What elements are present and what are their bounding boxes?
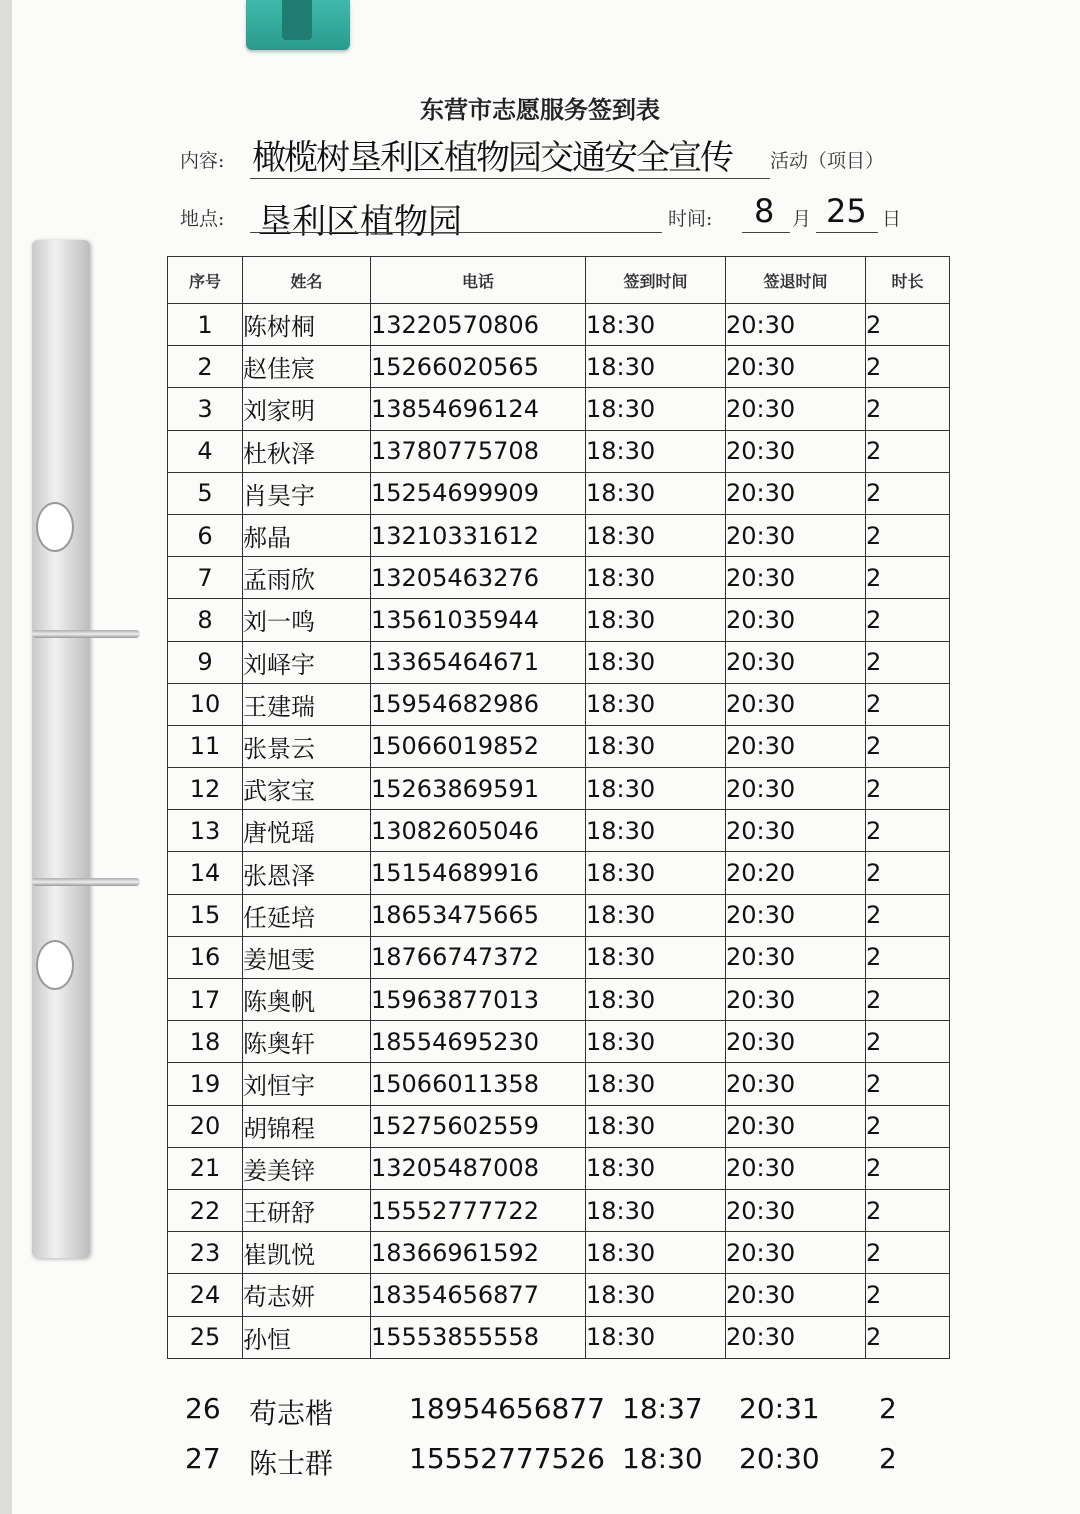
row-index: 8 xyxy=(168,599,243,641)
row-sign-out: 20:30 xyxy=(726,936,866,978)
row-name: 任延培 xyxy=(243,894,371,936)
row-phone: 15552777722 xyxy=(371,1189,586,1231)
row-duration: 2 xyxy=(866,346,950,388)
row-index: 9 xyxy=(168,641,243,683)
row-sign-out: 20:30 xyxy=(726,1021,866,1063)
row-sign-out: 20:30 xyxy=(726,557,866,599)
table-row xyxy=(168,683,950,725)
document-title: 东营市志愿服务签到表 xyxy=(420,95,660,124)
backdrop xyxy=(0,0,12,1514)
row-name: 崔凯悦 xyxy=(243,1232,371,1274)
row-name: 张恩泽 xyxy=(243,852,371,894)
row-sign-out: 20:30 xyxy=(726,514,866,556)
row-phone: 15553855558 xyxy=(371,1316,586,1358)
extra-row-out: 20:30 xyxy=(739,1442,820,1475)
row-sign-out: 20:30 xyxy=(726,894,866,936)
table-row xyxy=(168,852,950,894)
row-index: 19 xyxy=(168,1063,243,1105)
extra-row xyxy=(167,1386,949,1430)
table-row xyxy=(168,472,950,514)
row-duration: 2 xyxy=(866,472,950,514)
row-sign-in: 18:30 xyxy=(586,1316,726,1358)
row-phone: 13561035944 xyxy=(371,599,586,641)
table-row xyxy=(168,430,950,472)
row-phone: 13220570806 xyxy=(371,304,586,346)
row-duration: 2 xyxy=(866,936,950,978)
table-row xyxy=(168,641,950,683)
row-index: 18 xyxy=(168,1021,243,1063)
row-sign-in: 18:30 xyxy=(586,725,726,767)
column-header-name: 姓名 xyxy=(243,257,371,304)
row-name: 陈奥帆 xyxy=(243,979,371,1021)
row-sign-in: 18:30 xyxy=(586,346,726,388)
table-row xyxy=(168,304,950,346)
content-value: 橄榄树垦利区植物园交通安全宣传 xyxy=(252,138,732,178)
location-underline xyxy=(250,232,662,233)
row-sign-in: 18:30 xyxy=(586,894,726,936)
row-duration: 2 xyxy=(866,1316,950,1358)
column-header-duration: 时长 xyxy=(866,257,950,304)
row-phone: 15154689916 xyxy=(371,852,586,894)
extra-row-in: 18:30 xyxy=(622,1442,703,1475)
row-index: 6 xyxy=(168,514,243,556)
month-label: 月 xyxy=(792,208,812,230)
row-name: 姜美锌 xyxy=(243,1147,371,1189)
row-duration: 2 xyxy=(866,979,950,1021)
column-header-sign-in: 签到时间 xyxy=(586,257,726,304)
row-phone: 18366961592 xyxy=(371,1232,586,1274)
row-index: 12 xyxy=(168,768,243,810)
row-sign-in: 18:30 xyxy=(586,304,726,346)
row-name: 杜秋泽 xyxy=(243,430,371,472)
row-phone: 15066019852 xyxy=(371,725,586,767)
row-sign-in: 18:30 xyxy=(586,1063,726,1105)
month-underline xyxy=(742,232,790,233)
row-phone: 13365464671 xyxy=(371,641,586,683)
row-duration: 2 xyxy=(866,1232,950,1274)
table-row xyxy=(168,1063,950,1105)
row-duration: 2 xyxy=(866,388,950,430)
row-sign-out: 20:30 xyxy=(726,304,866,346)
clip-slot xyxy=(282,0,312,40)
binder-hole-icon xyxy=(36,502,74,552)
row-duration: 2 xyxy=(866,557,950,599)
extra-row-name: 苟志楷 xyxy=(249,1397,334,1430)
table-row xyxy=(168,388,950,430)
row-sign-out: 20:30 xyxy=(726,1316,866,1358)
row-duration: 2 xyxy=(866,1105,950,1147)
row-sign-in: 18:30 xyxy=(586,472,726,514)
row-sign-in: 18:30 xyxy=(586,641,726,683)
row-sign-in: 18:30 xyxy=(586,514,726,556)
row-sign-out: 20:30 xyxy=(726,472,866,514)
row-sign-out: 20:30 xyxy=(726,1105,866,1147)
row-sign-out: 20:30 xyxy=(726,768,866,810)
table-row xyxy=(168,1189,950,1231)
table-row xyxy=(168,1105,950,1147)
row-phone: 13082605046 xyxy=(371,810,586,852)
location-value: 垦利区植物园 xyxy=(258,202,462,242)
row-phone: 13205487008 xyxy=(371,1147,586,1189)
row-index: 21 xyxy=(168,1147,243,1189)
row-phone: 15954682986 xyxy=(371,683,586,725)
row-phone: 15263869591 xyxy=(371,768,586,810)
column-header-phone: 电话 xyxy=(371,257,586,304)
row-phone: 15963877013 xyxy=(371,979,586,1021)
extra-row-name: 陈士群 xyxy=(249,1447,334,1480)
row-index: 22 xyxy=(168,1189,243,1231)
row-index: 11 xyxy=(168,725,243,767)
row-sign-out: 20:30 xyxy=(726,599,866,641)
extra-row-in: 18:37 xyxy=(622,1392,703,1425)
row-sign-out: 20:30 xyxy=(726,725,866,767)
binder-ring-icon xyxy=(32,878,140,886)
extra-row-no: 27 xyxy=(185,1442,221,1475)
row-index: 3 xyxy=(168,388,243,430)
row-sign-out: 20:30 xyxy=(726,1232,866,1274)
row-index: 25 xyxy=(168,1316,243,1358)
day-label: 日 xyxy=(882,208,902,230)
column-header-index: 序号 xyxy=(168,257,243,304)
row-name: 刘恒宇 xyxy=(243,1063,371,1105)
row-index: 1 xyxy=(168,304,243,346)
row-sign-in: 18:30 xyxy=(586,979,726,1021)
row-index: 14 xyxy=(168,852,243,894)
extra-row-no: 26 xyxy=(185,1392,221,1425)
row-sign-out: 20:30 xyxy=(726,1274,866,1316)
row-phone: 15266020565 xyxy=(371,346,586,388)
table-row xyxy=(168,599,950,641)
table-row xyxy=(168,514,950,556)
row-sign-out: 20:30 xyxy=(726,683,866,725)
table-row xyxy=(168,557,950,599)
row-sign-in: 18:30 xyxy=(586,1274,726,1316)
row-sign-in: 18:30 xyxy=(586,852,726,894)
row-duration: 2 xyxy=(866,1189,950,1231)
row-name: 刘峄宇 xyxy=(243,641,371,683)
row-sign-out: 20:30 xyxy=(726,1063,866,1105)
row-sign-in: 18:30 xyxy=(586,936,726,978)
table-row xyxy=(168,1316,950,1358)
row-sign-in: 18:30 xyxy=(586,557,726,599)
row-sign-in: 18:30 xyxy=(586,388,726,430)
extra-row-phone: 18954656877 xyxy=(409,1392,605,1425)
row-sign-out: 20:30 xyxy=(726,346,866,388)
binder-ring-icon xyxy=(32,630,140,638)
row-name: 王研舒 xyxy=(243,1189,371,1231)
row-name: 武家宝 xyxy=(243,768,371,810)
row-index: 5 xyxy=(168,472,243,514)
row-index: 7 xyxy=(168,557,243,599)
table-row xyxy=(168,894,950,936)
row-sign-in: 18:30 xyxy=(586,1232,726,1274)
row-sign-in: 18:30 xyxy=(586,599,726,641)
row-name: 刘一鸣 xyxy=(243,599,371,641)
row-duration: 2 xyxy=(866,1274,950,1316)
binder-spine xyxy=(32,240,90,1258)
row-duration: 2 xyxy=(866,599,950,641)
row-duration: 2 xyxy=(866,810,950,852)
extra-row-phone: 15552777526 xyxy=(409,1442,605,1475)
row-index: 20 xyxy=(168,1105,243,1147)
row-duration: 2 xyxy=(866,514,950,556)
row-sign-out: 20:30 xyxy=(726,979,866,1021)
row-name: 郝晶 xyxy=(243,514,371,556)
row-duration: 2 xyxy=(866,304,950,346)
day-value: 25 xyxy=(826,192,867,230)
row-sign-in: 18:30 xyxy=(586,683,726,725)
row-duration: 2 xyxy=(866,725,950,767)
row-sign-out: 20:30 xyxy=(726,1189,866,1231)
row-name: 孟雨欣 xyxy=(243,557,371,599)
row-phone: 13210331612 xyxy=(371,514,586,556)
table-header-row xyxy=(168,257,950,304)
row-name: 姜旭雯 xyxy=(243,936,371,978)
row-sign-in: 18:30 xyxy=(586,768,726,810)
row-name: 苟志妍 xyxy=(243,1274,371,1316)
table-row xyxy=(168,936,950,978)
row-name: 唐悦瑶 xyxy=(243,810,371,852)
row-sign-out: 20:30 xyxy=(726,641,866,683)
row-phone: 13780775708 xyxy=(371,430,586,472)
row-duration: 2 xyxy=(866,1063,950,1105)
row-index: 23 xyxy=(168,1232,243,1274)
row-sign-out: 20:30 xyxy=(726,810,866,852)
row-index: 10 xyxy=(168,683,243,725)
binder-clip-icon xyxy=(246,0,350,50)
table-row xyxy=(168,725,950,767)
row-phone: 15254699909 xyxy=(371,472,586,514)
sign-in-table xyxy=(167,256,950,1359)
row-index: 17 xyxy=(168,979,243,1021)
table-row xyxy=(168,1021,950,1063)
row-sign-out: 20:30 xyxy=(726,1147,866,1189)
row-index: 4 xyxy=(168,430,243,472)
row-sign-in: 18:30 xyxy=(586,1189,726,1231)
row-index: 2 xyxy=(168,346,243,388)
day-underline xyxy=(816,232,878,233)
row-phone: 18554695230 xyxy=(371,1021,586,1063)
row-sign-in: 18:30 xyxy=(586,810,726,852)
table-row xyxy=(168,1147,950,1189)
row-phone: 15066011358 xyxy=(371,1063,586,1105)
table-row xyxy=(168,1232,950,1274)
row-sign-in: 18:30 xyxy=(586,430,726,472)
content-label: 内容: xyxy=(180,150,225,172)
activity-suffix: 活动（项目） xyxy=(770,150,885,172)
location-label: 地点: xyxy=(180,208,225,230)
row-index: 15 xyxy=(168,894,243,936)
table-row xyxy=(168,346,950,388)
row-name: 王建瑞 xyxy=(243,683,371,725)
row-phone: 15275602559 xyxy=(371,1105,586,1147)
table-row xyxy=(168,768,950,810)
row-name: 陈树桐 xyxy=(243,304,371,346)
row-name: 陈奥轩 xyxy=(243,1021,371,1063)
month-value: 8 xyxy=(754,192,775,230)
row-name: 刘家明 xyxy=(243,388,371,430)
row-index: 16 xyxy=(168,936,243,978)
row-name: 肖昊宇 xyxy=(243,472,371,514)
row-duration: 2 xyxy=(866,768,950,810)
row-name: 胡锦程 xyxy=(243,1105,371,1147)
row-duration: 2 xyxy=(866,1147,950,1189)
table-row xyxy=(168,810,950,852)
row-phone: 18354656877 xyxy=(371,1274,586,1316)
row-sign-out: 20:30 xyxy=(726,430,866,472)
row-sign-out: 20:30 xyxy=(726,388,866,430)
table-row xyxy=(168,1274,950,1316)
content-underline xyxy=(250,178,770,179)
row-duration: 2 xyxy=(866,1021,950,1063)
row-duration: 2 xyxy=(866,641,950,683)
row-duration: 2 xyxy=(866,683,950,725)
row-duration: 2 xyxy=(866,894,950,936)
binder-hole-icon xyxy=(36,940,74,990)
row-index: 13 xyxy=(168,810,243,852)
extra-row-dur: 2 xyxy=(879,1442,897,1475)
column-header-sign-out: 签退时间 xyxy=(726,257,866,304)
row-name: 赵佳宸 xyxy=(243,346,371,388)
row-name: 孙恒 xyxy=(243,1316,371,1358)
row-sign-in: 18:30 xyxy=(586,1021,726,1063)
extra-row-dur: 2 xyxy=(879,1392,897,1425)
extra-row-out: 20:31 xyxy=(739,1392,820,1425)
row-phone: 13205463276 xyxy=(371,557,586,599)
row-sign-in: 18:30 xyxy=(586,1147,726,1189)
row-duration: 2 xyxy=(866,852,950,894)
row-phone: 18653475665 xyxy=(371,894,586,936)
row-sign-out: 20:20 xyxy=(726,852,866,894)
row-duration: 2 xyxy=(866,430,950,472)
row-phone: 18766747372 xyxy=(371,936,586,978)
extra-row xyxy=(167,1436,949,1480)
row-phone: 13854696124 xyxy=(371,388,586,430)
table-row xyxy=(168,979,950,1021)
row-sign-in: 18:30 xyxy=(586,1105,726,1147)
row-name: 张景云 xyxy=(243,725,371,767)
time-label: 时间: xyxy=(668,208,713,230)
row-index: 24 xyxy=(168,1274,243,1316)
